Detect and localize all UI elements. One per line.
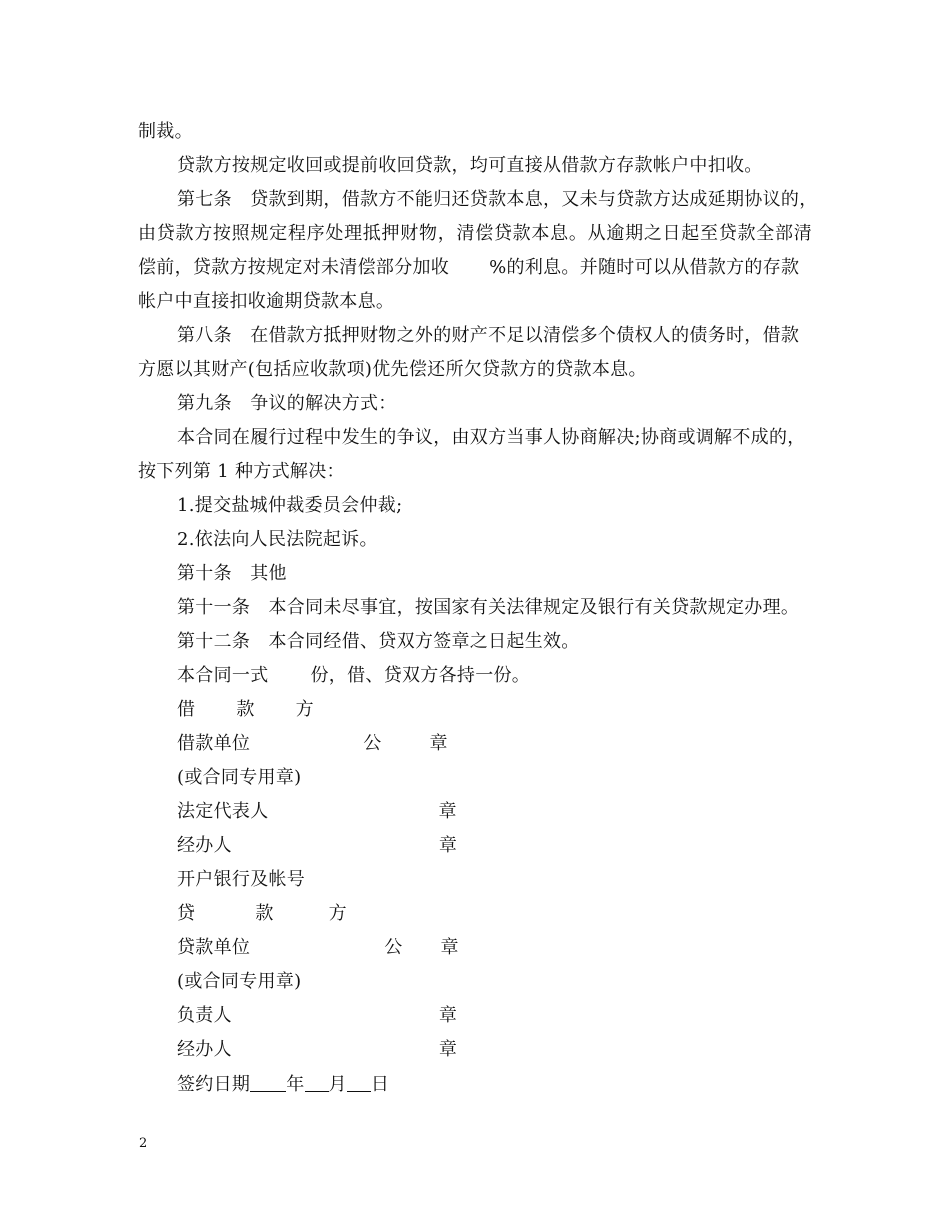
seal-char: 章: [438, 1005, 458, 1026]
text-segment: 份，借、贷双方各持一份。: [310, 665, 531, 686]
month-blank: [305, 1073, 329, 1092]
label: 经办人: [177, 835, 232, 856]
seal-char: 公: [384, 937, 403, 958]
borrower-handler-line: [177, 835, 457, 857]
borrower-legal-rep-line: [177, 801, 457, 823]
clause-7-line: 第七条 贷款到期，借款方不能归还贷款本息，又未与贷款方达成延期协议的，: [177, 189, 818, 210]
clause-9-line: 第九条 争议的解决方式：: [177, 393, 397, 414]
label: 贷款单位: [177, 937, 251, 958]
label: 借款单位: [177, 733, 251, 754]
text-line: 方愿以其财产(包括应收款项)优先偿还所欠贷款方的贷款本息。: [138, 359, 647, 380]
lender-handler-line: [177, 1039, 457, 1061]
clause-11-line: 第十一条 本合同未尽事宜，按国家有关法律规定及银行有关贷款规定办理。: [177, 597, 800, 618]
label: 法定代表人: [177, 801, 269, 822]
text-line: 由贷款方按照规定程序处理抵押财物，清偿贷款本息。从逾期之日起至贷款全部清: [138, 223, 812, 244]
text-segment: 本合同一式: [177, 665, 269, 686]
lender-unit-line: [177, 937, 459, 959]
copies-line: [177, 665, 530, 687]
seal-char: 章: [438, 835, 458, 856]
lender-special-seal: (或合同专用章): [177, 971, 302, 992]
clause-12-line: 第十二条 本合同经借、贷双方签章之日起生效。: [177, 631, 580, 652]
seal-char: 章: [438, 801, 457, 822]
lender-responsible-line: [177, 1005, 457, 1027]
date-unit: 年: [286, 1074, 305, 1095]
label: 签约日期: [177, 1074, 251, 1095]
heading-char: 方: [295, 699, 314, 720]
list-item: 1.提交盐城仲裁委员会仲裁;: [177, 495, 403, 516]
text-line: 制裁。: [138, 121, 193, 142]
signing-date-line: [177, 1073, 389, 1096]
borrower-bank-account: 开户银行及帐号: [177, 869, 306, 890]
lender-heading: [177, 903, 347, 925]
list-item: 2.依法向人民法院起诉。: [177, 529, 378, 550]
borrower-unit-line: [177, 733, 448, 755]
heading-char: 款: [236, 699, 255, 720]
seal-char: 章: [440, 937, 459, 958]
borrower-special-seal: (或合同专用章): [177, 767, 302, 788]
text-line: [138, 257, 799, 279]
text-segment: %的利息。并随时可以从借款方的存款: [489, 257, 800, 278]
text-line: 本合同在履行过程中发生的争议，由双方当事人协商解决;协商或调解不成的，: [177, 427, 806, 448]
year-blank: [250, 1073, 286, 1092]
heading-char: 借: [177, 699, 196, 720]
text-line: 帐户中直接扣收逾期贷款本息。: [138, 291, 395, 312]
text-line: 贷款方按规定收回或提前收回贷款，均可直接从借款方存款帐户中扣收。: [177, 155, 763, 176]
date-unit: 日: [370, 1074, 390, 1095]
heading-char: 款: [255, 903, 274, 924]
page-number: 2: [139, 1136, 148, 1151]
day-blank: [347, 1073, 371, 1092]
heading-char: 方: [328, 903, 347, 924]
heading-char: 贷: [177, 903, 196, 924]
borrower-heading: [177, 699, 314, 721]
seal-char: 公: [363, 733, 382, 754]
label: 经办人: [177, 1039, 232, 1060]
seal-char: 章: [429, 733, 448, 754]
clause-8-line: 第八条 在借款方抵押财物之外的财产不足以清偿多个债权人的债务时，借款: [177, 325, 800, 346]
label: 负责人: [177, 1005, 232, 1026]
text-segment: 偿前，贷款方按规定对未清偿部分加收: [138, 257, 450, 278]
text-line: 按下列第 1 种方式解决：: [138, 461, 345, 482]
clause-10-line: 第十条 其他: [177, 563, 287, 584]
date-unit: 月: [328, 1074, 347, 1095]
seal-char: 章: [438, 1039, 458, 1060]
